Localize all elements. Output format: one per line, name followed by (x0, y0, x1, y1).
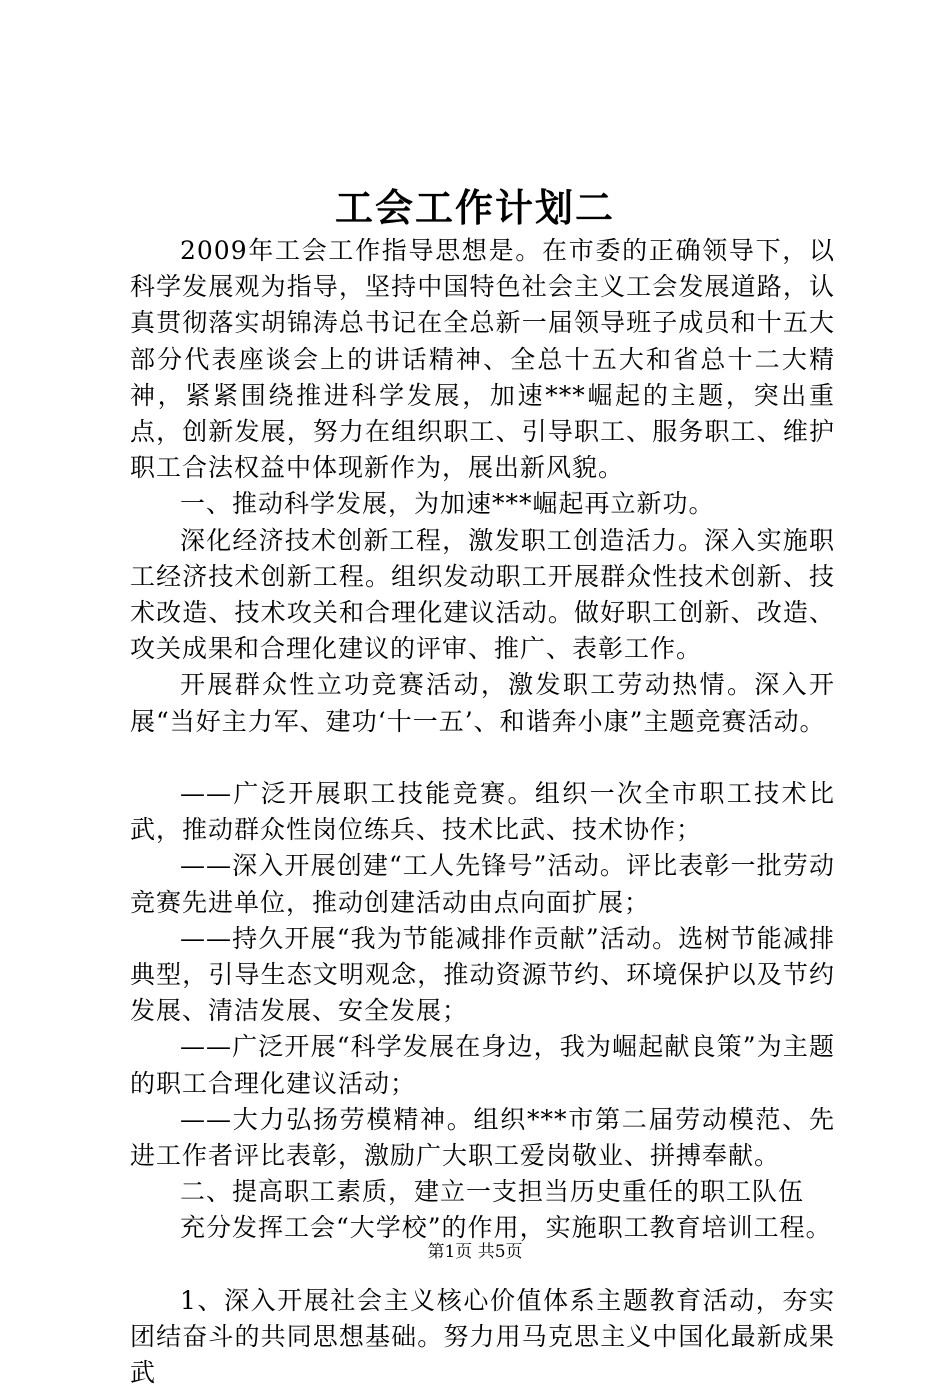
document-body (130, 233, 835, 1391)
section-heading-1: 一、推动科学发展，为加速***崛起再立新功。 (180, 489, 715, 519)
document-title: 工会工作计划二 (334, 185, 615, 230)
paragraph-competition: 开展群众性立功竞赛活动，激发职工劳动热情。深入开展“当好主力军、建功‘十一五’、和谐奔小康”主题竞赛活动。 (130, 670, 835, 736)
paragraph-guiding-ideology: 2009年工会工作指导思想是。在市委的正确领导下，以科学发展观为指导，坚持中国特色社会主义工会发展道路，认真贯彻落实胡锦涛总书记在全总新一届领导班子成员和十五大部分代表座谈会上的讲话精神、全总十五大和省总十二大精神，紧紧围绕推进科学发展，加速***崛起的主题，突出重点，创新发展，努力在组织职工、引导职工、服务职工、维护职工合法权益中体现新作为，展出新风貌。 (130, 236, 835, 483)
page-number: 第1页 共5页 (427, 1242, 523, 1262)
section-heading-2: 二、提高职工素质，建立一支担当历史重任的职工队伍 (180, 1177, 805, 1207)
paragraph-innovation: 深化经济技术创新工程，激发职工创造活力。深入实施职工经济技术创新工程。组织发动职工开展群众性技术创新、技术改造、技术攻关和合理化建议活动。做好职工创新、改造、攻关成果和合理化建议的评审、推广、表彰工作。 (130, 525, 835, 664)
paragraph-education: 充分发挥工会“大学校”的作用，实施职工教育培训工程。 (180, 1213, 832, 1243)
bullet-skills-contest: ——广泛开展职工技能竞赛。组织一次全市职工技术比武，推动群众性岗位练兵、技术比武、技术协作； (130, 779, 835, 845)
paragraph-core-values: 1、深入开展社会主义核心价值体系主题教育活动，夯实团结奋斗的共同思想基础。努力用马克思主义中国化最新成果武 (130, 1285, 835, 1388)
blank-line (130, 740, 835, 776)
bullet-worker-pioneer: ——深入开展创建“工人先锋号”活动。评比表彰一批劳动竞赛先进单位，推动创建活动由点向面扩展； (130, 851, 835, 917)
bullet-suggestions: ——广泛开展“科学发展在身边，我为崛起献良策”为主题的职工合理化建议活动； (130, 1032, 835, 1098)
bullet-energy-saving: ——持久开展“我为节能减排作贡献”活动。选树节能减排典型，引导生态文明观念，推动资源节约、环境保护以及节约发展、清洁发展、安全发展； (130, 923, 835, 1026)
bullet-model-workers: ——大力弘扬劳模精神。组织***市第二届劳动模范、先进工作者评比表彰，激励广大职工爱岗敬业、拼搏奉献。 (130, 1104, 835, 1171)
